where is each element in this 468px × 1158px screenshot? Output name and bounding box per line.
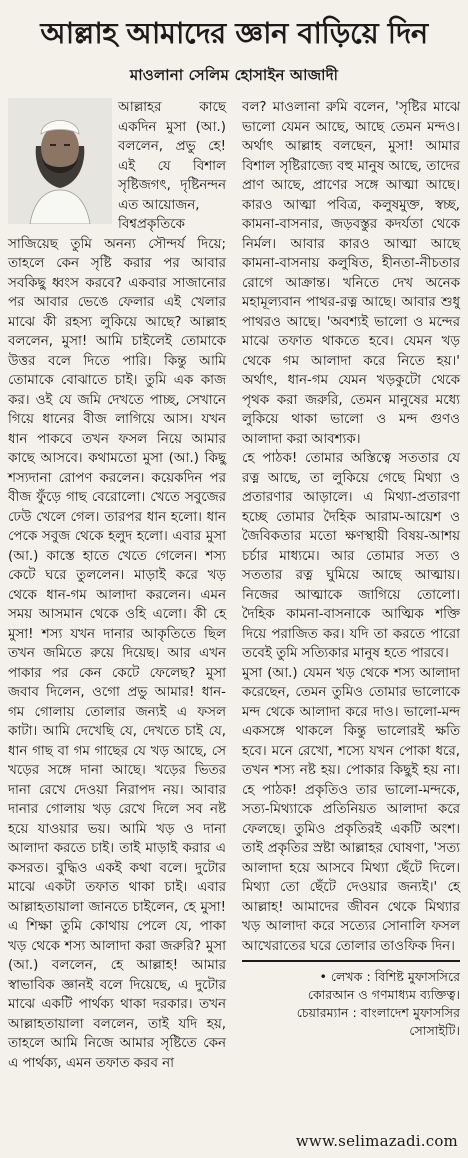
- right-paragraph-2: হে পাঠক! তোমার অস্তিত্বে সততার যে রত্ন আছে, তা লুকিয়ে গেছে মিথ্যা ও প্রতারণার আড়ালে। এ মিথ্যা-প্রতারণা হচ্ছে তোমার দৈহিক আরাম-আয়েশ ও জৈবিকতার মতো ক্ষণস্থায়ী বিষয়-আশয় চর্চার মাধ্যমে। আর তোমার সত্য ও সততার রত্ন ঘুমিয়ে আছে আত্মায়। নিজের আত্মাকে জাগিয়ে তোলো। দৈহিক কামনা-বাসনাকে আত্মিক শক্তি দিয়ে পরাজিত কর। যদি তা করতে পারো তবেই তুমি সত্যিকার মানুষ হতে পারবে।: [242, 451, 460, 661]
- right-paragraph-3: মুসা (আ.) যেমন খড় থেকে শস্য আলাদা করেছেন, তেমন তুমিও তোমার ভালোকে মন্দ থেকে আলাদা করে দাও। ভালো-মন্দ একসঙ্গে থাকলে কিন্তু ভালোরই ক্ষতি হবে। মনে রেখো, শস্যে যখন পোকা ধরে, তখন শস্য নষ্ট হয়। পোকার কিছুই হয় না। হে পাঠক! প্রকৃতিও তার ভালো-মন্দকে, সত্য-মিথ্যাকে প্রতিনিয়ত আলাদা করে ফেলছে। তুমিও প্রকৃতিরই একটি অংশ। তাই প্রকৃতির স্রষ্টা আল্লাহর ঘোষণা, 'সত্য আলাদা হয়ে আসবে মিথ্যা ছেঁটে দিলে। মিথ্যা তো ছেঁটে দেওয়ার জন্যই।' হে আল্লাহ! আমাদের জীবন থেকে মিথ্যার খড় আলাদা করে সত্যের সোনালি ফসল আখেরাতের ঘরে তোলার তাওফিক দিন।: [242, 665, 460, 954]
- left-column: [8, 98, 226, 1073]
- right-column: [242, 98, 460, 1040]
- author-portrait-icon: [8, 98, 112, 224]
- left-body-text: বিশ্বপ্রকৃতিকে সাজিয়েছ তুমি অনন্য সৌন্দর্য দিয়ে; তাহলে কেন সৃষ্টি করার পর আবার সবকিছু ধ্বংস করবে? একবার সাজানোর পর আবার ভেঙে ফেলার এই খেলার মাঝে কী রহস্য লুকিয়ে আছে? আল্লাহ বললেন, মুসা! আমি চাইলেই তোমাকে উত্তর বলে দিতে পারি। কিন্তু আমি তোমাকে বোঝাতে চাই। তুমি এক কাজ কর। ওই যে জমি দেখতে পাচ্ছ, সেখানে গিয়ে ধানের বীজ লাগিয়ে আস। যখন ধান পাকবে তখন ফসল নিয়ে আমার কাছে আসবে। কথামতো মুসা (আ.) কিছু শস্যদানা রোপণ করলেন। কয়েকদিন পর বীজ ফুঁড়ে গাছ বেরোলো। খেতে সবুজের ঢেউ খেলে গেল। তারপর ধান হলো। ধান পেকে সবুজ থেকে হলুদ হলো। এবার মুসা (আ.) কাস্তে হাতে খেতে গেলেন। শস্য কেটে ঘরে তুললেন। মাড়াই করে খড় থেকে ধান-গম আলাদা করলেন। এমন সময় আসমান থেকে ওহি এলো। কী হে মুসা! শস্য যখন দানার আকৃতিতে ছিল তখন জমিতে রুয়ে দিয়েছ। আর এখন পাকার পর কেন কেটে ফেলেছ? মুসা জবাব দিলেন, ওগো প্রভু আমার! ধান-গম গোলায় তোলার জন্যই এ ফসল কাটা। আমি দেখেছি যে, দেখতে চাই যে, ধান গাছ বা গম গাছের যে খড় আছে, সে খড়ের সঙ্গে দানা আছে। খড়ের ভিতর দানা রেখে দেওয়া নিরাপদ নয়। আবার দানার গোলায় খড় রেখে দিলে সব নষ্ট হয়ে যাওয়ার ভয়। আমি খড় ও দানা আলাদা করতে চাই। তাই মাড়াই করার এ কসরত। বুদ্ধিও একই কথা বলে। দুটোর মাঝে একটা তফাত থাকা চাই। এবার আল্লাহতায়ালা জানতে চাইলেন, হে মুসা! এ শিক্ষা তুমি কোথায় পেলে যে, পাকা খড় থেকে শস্য আলাদা করা জরুরি? মুসা (আ.) বললেন, হে আল্লাহ! আমার স্বাভাবিক জ্ঞানই বলে দিয়েছে, এ দুটোর মাঝে একটি পার্থক্য থাকা দরকার। তখন আল্লাহতায়ালা বললেন, তাই যদি হয়, তাহলে আমি নিজে আমার সৃষ্টিতে কেন এ পার্থক্য, এমন তফাত করব না: [8, 217, 226, 1071]
- right-paragraph-1: বল? মাওলানা রুমি বলেন, 'সৃষ্টির মাঝে ভালো যেমন আছে, আছে তেমন মন্দও। অর্থাৎ আল্লাহ বলছেন, মুসা! আমার বিশাল সৃষ্টিরাজ্যে বহু মানুষ আছে, তাদের প্রাণ আছে, প্রাণের সঙ্গে আত্মা আছে। কারও আত্মা পবিত্র, কলুষমুক্ত, স্বচ্ছ, কামনা-বাসনার, জড়বস্তুর কদর্যতা থেকে নির্মল। আবার কারও আত্মা আছে কামনা-বাসনায় কলুষিত, হীনতা-নীচতার রোগে আক্রান্ত। খনিতে দেখ অনেক মহামূল্যবান পাথর-রত্ন আছে। আবার শুধু পাথরও আছে। 'অবশ্যই ভালো ও মন্দের মাঝে তফাত থাকতে হবে। যেমন খড় থেকে গম আলাদা করে নিতে হয়।' অর্থাৎ, ধান-গম যেমন খড়কুটো থেকে পৃথক করা জরুরি, তেমন মানুষের মধ্যে লুকিয়ে থাকা ভালো ও মন্দ গুণও আলাদা করা আবশ্যক।: [242, 100, 460, 447]
- author-photo: [8, 98, 112, 224]
- author-note-line: কোরআন ও গণমাধ্যম ব্যক্তিত্ব।: [307, 987, 460, 1002]
- author-note-line: • লেখক : বিশিষ্ট মুফাসসিরে: [319, 969, 460, 984]
- headline: আল্লাহ আমাদের জ্ঞান বাড়িয়ে দিন: [40, 16, 428, 50]
- website-url: www.selimazadi.com: [295, 1132, 458, 1150]
- intro-text: আল্লাহর কাছে একদিন মুসা (আ.) বললেন, প্রভু হে! এই যে বিশাল সৃষ্টিজগৎ, দৃষ্টিনন্দন এত আয়োজন,: [118, 100, 226, 213]
- author-note-line: সোসাইটি।: [409, 1023, 460, 1038]
- author-note: [242, 968, 460, 1040]
- divider: [242, 960, 460, 962]
- byline: মাওলানা সেলিম হোসাইন আজাদী: [129, 66, 339, 84]
- author-note-line: চেয়ারম্যান : বাংলাদেশ মুফাসসির: [296, 1005, 460, 1020]
